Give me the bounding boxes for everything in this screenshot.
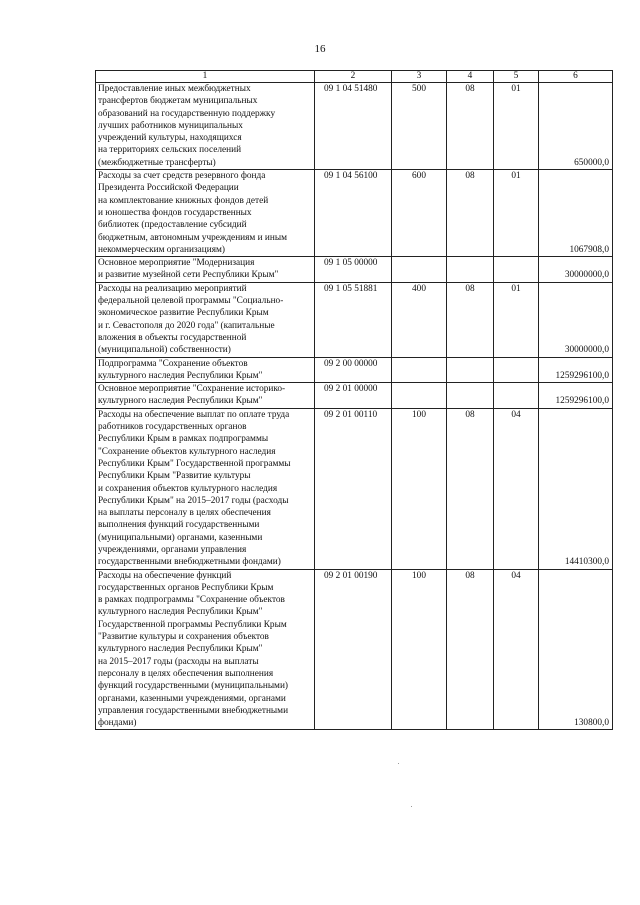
row-section: 08 bbox=[447, 282, 494, 357]
row-expense-type: 100 bbox=[392, 408, 447, 569]
row-expense-type bbox=[392, 357, 447, 383]
row-code: 09 2 00 00000 bbox=[315, 357, 392, 383]
row-description: Расходы на реализацию мероприятий федеральной целевой программы "Социально- экономическое развитие Республики Крым и г. Севастополя до 2020 года" (капитальные вложения в объекты государственной (муниципальной) собственности) bbox=[96, 282, 315, 357]
row-amount: 1259296100,0 bbox=[539, 383, 613, 409]
row-subsection bbox=[494, 383, 539, 409]
table-row bbox=[96, 83, 613, 170]
row-subsection: 04 bbox=[494, 408, 539, 569]
row-section bbox=[447, 383, 494, 409]
row-section: 08 bbox=[447, 170, 494, 257]
row-code: 09 2 01 00110 bbox=[315, 408, 392, 569]
table-row bbox=[96, 282, 613, 357]
page-number: 16 bbox=[314, 43, 326, 55]
column-header: 5 bbox=[494, 71, 539, 83]
table-row bbox=[96, 383, 613, 409]
row-description: Основное мероприятие "Сохранение историко- культурного наследия Республики Крым" bbox=[96, 383, 315, 409]
row-amount: 30000000,0 bbox=[539, 282, 613, 357]
row-subsection bbox=[494, 257, 539, 283]
table-row bbox=[96, 408, 613, 569]
row-code: 09 2 01 00000 bbox=[315, 383, 392, 409]
row-code: 09 1 04 56100 bbox=[315, 170, 392, 257]
column-header: 2 bbox=[315, 71, 392, 83]
table-row bbox=[96, 257, 613, 283]
row-expense-type bbox=[392, 383, 447, 409]
row-section: 08 bbox=[447, 83, 494, 170]
row-section bbox=[447, 357, 494, 383]
row-subsection: 01 bbox=[494, 83, 539, 170]
row-subsection bbox=[494, 357, 539, 383]
row-expense-type bbox=[392, 257, 447, 283]
row-amount: 30000000,0 bbox=[539, 257, 613, 283]
row-description: Расходы на обеспечение функций государственных органов Республики Крым в рамках подпрограммы "Сохранение объектов культурного наследия Республики Крым" Государственной программы Республики Крым "Развитие культуры и сохранения объектов культурного наследия Республики Крым" на 2015–2017 годы (расходы на выплаты персоналу в целях обеспечения выполнения функций государственными (муниципальными) органами, казенными учреждениями, органами управления государственными внебюджетными фондами) bbox=[96, 569, 315, 730]
row-section bbox=[447, 257, 494, 283]
row-amount: 14410300,0 bbox=[539, 408, 613, 569]
row-code: 09 1 04 51480 bbox=[315, 83, 392, 170]
row-section: 08 bbox=[447, 408, 494, 569]
row-expense-type: 400 bbox=[392, 282, 447, 357]
row-code: 09 1 05 00000 bbox=[315, 257, 392, 283]
scan-speck bbox=[398, 763, 399, 764]
table-row bbox=[96, 170, 613, 257]
row-expense-type: 600 bbox=[392, 170, 447, 257]
row-description: Предоставление иных межбюджетных трансфертов бюджетам муниципальных образований на государственную поддержку лучших работников муниципальных учреждений культуры, находящихся на территориях сельских поселений (межбюджетные трансферты) bbox=[96, 83, 315, 170]
row-amount: 1259296100,0 bbox=[539, 357, 613, 383]
column-header: 1 bbox=[96, 71, 315, 83]
scan-speck bbox=[411, 806, 412, 807]
row-description: Расходы за счет средств резервного фонда Президента Российской Федерации на комплектование книжных фондов детей и юношества фондов государственных библиотек (предоставление субсидий бюджетным, автономным учреждениям и иным некоммерческим организациям) bbox=[96, 170, 315, 257]
row-expense-type: 100 bbox=[392, 569, 447, 730]
budget-table bbox=[95, 70, 613, 730]
row-amount: 130800,0 bbox=[539, 569, 613, 730]
row-description: Расходы на обеспечение выплат по оплате труда работников государственных органов Республики Крым в рамках подпрограммы "Сохранение объектов культурного наследия Республики Крым" Государственной программы Республики Крым "Развитие культуры и сохранения объектов культурного наследия Республики Крым" на 2015–2017 годы (расходы на выплаты персоналу в целях обеспечения выполнения функций государственными (муниципальными) органами, казенными учреждениями, органами управления государственными внебюджетными фондами) bbox=[96, 408, 315, 569]
row-section: 08 bbox=[447, 569, 494, 730]
row-code: 09 1 05 51881 bbox=[315, 282, 392, 357]
column-header: 3 bbox=[392, 71, 447, 83]
table-header-row bbox=[96, 71, 613, 83]
table-row bbox=[96, 357, 613, 383]
row-amount: 1067908,0 bbox=[539, 170, 613, 257]
row-expense-type: 500 bbox=[392, 83, 447, 170]
row-subsection: 01 bbox=[494, 282, 539, 357]
row-subsection: 04 bbox=[494, 569, 539, 730]
row-amount: 650000,0 bbox=[539, 83, 613, 170]
column-header: 4 bbox=[447, 71, 494, 83]
row-subsection: 01 bbox=[494, 170, 539, 257]
row-code: 09 2 01 00190 bbox=[315, 569, 392, 730]
row-description: Основное мероприятие "Модернизация и развитие музейной сети Республики Крым" bbox=[96, 257, 315, 283]
row-description: Подпрограмма "Сохранение объектов культурного наследия Республики Крым" bbox=[96, 357, 315, 383]
table-row bbox=[96, 569, 613, 730]
column-header: 6 bbox=[539, 71, 613, 83]
